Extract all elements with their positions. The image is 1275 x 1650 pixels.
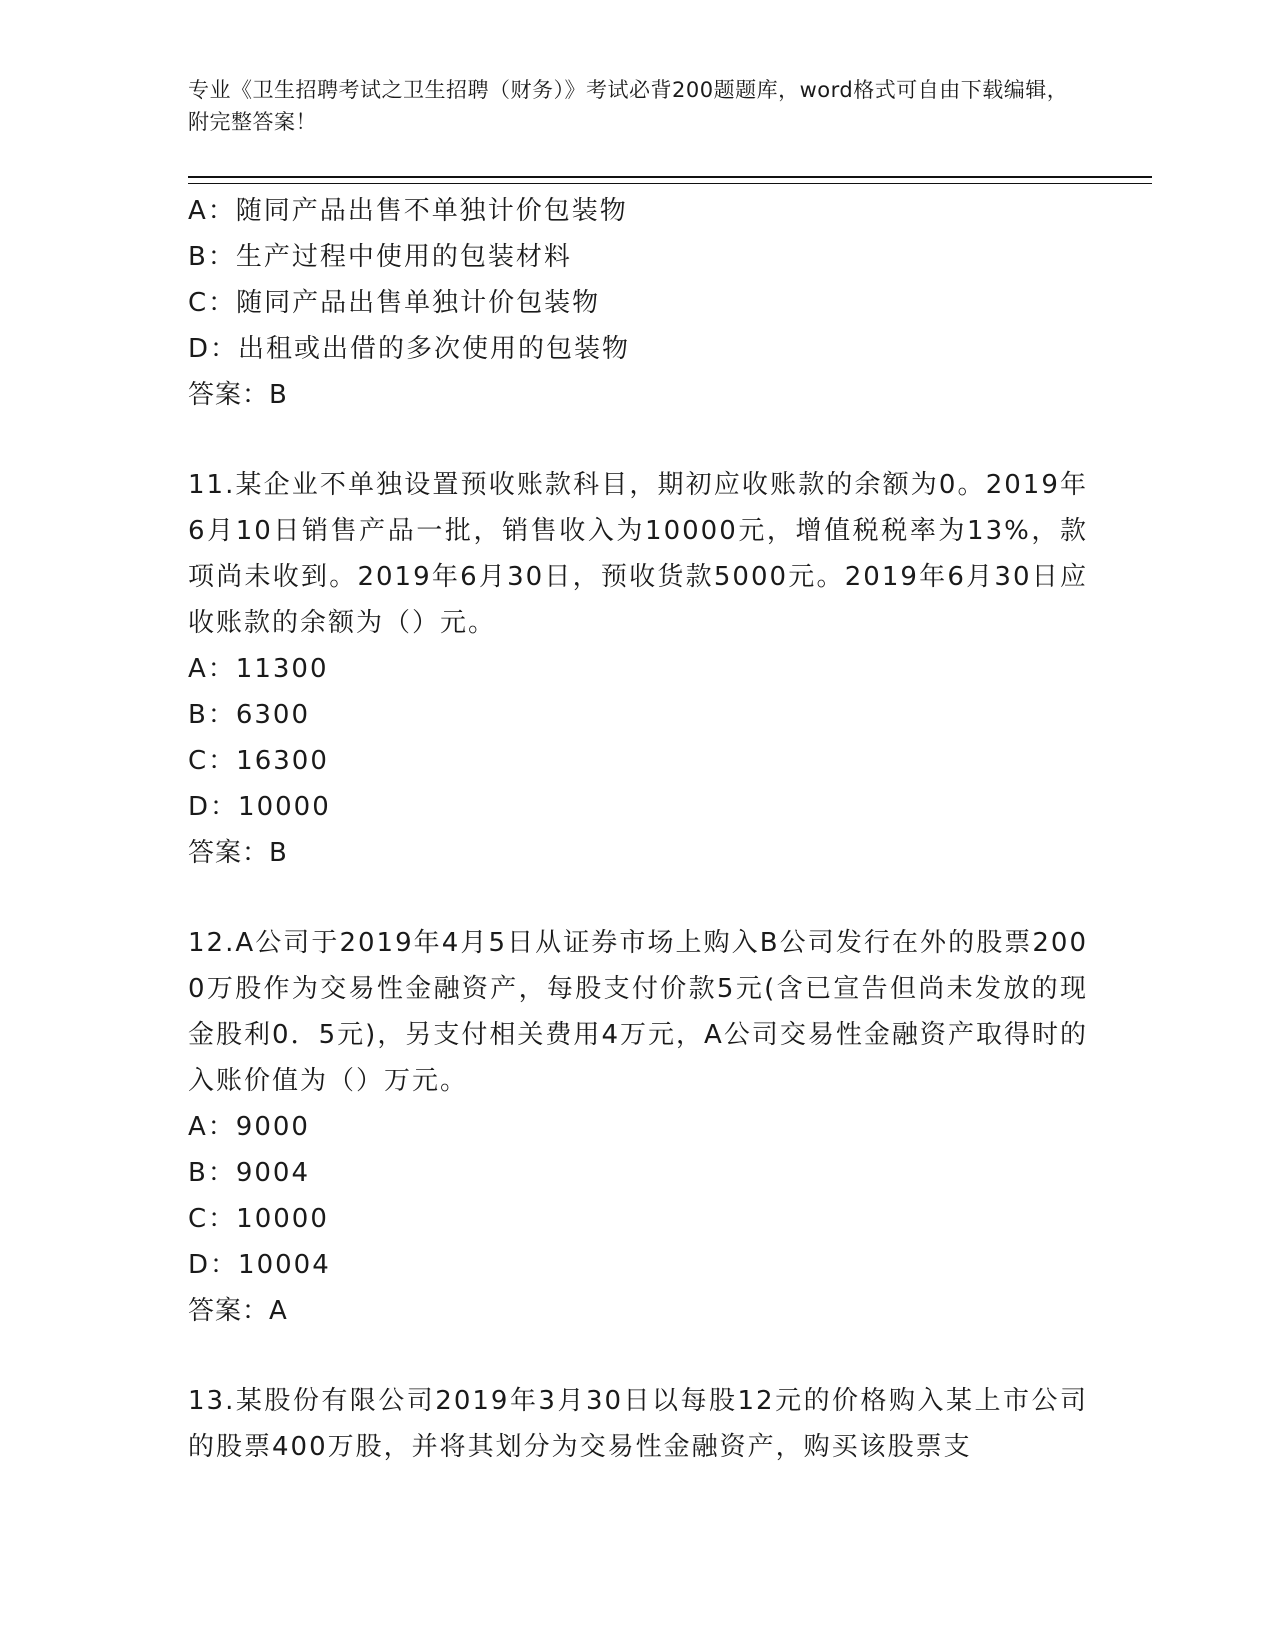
option-c: C：16300 — [188, 746, 329, 776]
question-stem: 13.某股份有限公司2019年3月30日以每股12元的价格购入某上市公司的股票400万股，并将其划分为交易性金融资产，购买该股票支 — [188, 1386, 1088, 1462]
option-d: D：10004 — [188, 1250, 331, 1280]
option-d: D：10000 — [188, 792, 331, 822]
option-c: C：随同产品出售单独计价包装物 — [188, 288, 601, 318]
question-12 — [188, 920, 1088, 1334]
header-divider-thin — [188, 183, 1152, 184]
answer-line: 答案：A — [188, 1296, 288, 1326]
question-stem: 12.A公司于2019年4月5日从证券市场上购入B公司发行在外的股票2000万股作为交易性金融资产，每股支付价款5元(含已宣告但尚未发放的现金股利0．5元)，另支付相关费用4万元，A公司交易性金融资产取得时的入账价值为（）万元。 — [188, 928, 1088, 1096]
question-list — [188, 188, 1088, 1470]
question-stem: 11.某企业不单独设置预收账款科目，期初应收账款的余额为0。2019年6月10日销售产品一批，销售收入为10000元，增值税税率为13%，款项尚未收到。2019年6月30日，预收货款5000元。2019年6月30日应收账款的余额为（）元。 — [188, 470, 1088, 638]
option-a: A：11300 — [188, 654, 329, 684]
question-10-options — [188, 188, 1088, 418]
header-divider-thick — [188, 176, 1152, 178]
option-a: A：9000 — [188, 1112, 310, 1142]
document-title: 专业《卫生招聘考试之卫生招聘（财务）》考试必背200题题库，word格式可自由下载编辑，附完整答案！ — [188, 78, 1069, 134]
option-b: B：9004 — [188, 1158, 311, 1188]
answer-line: 答案：B — [188, 380, 288, 410]
document-header — [188, 74, 1088, 138]
question-13 — [188, 1378, 1088, 1470]
option-a: A：随同产品出售不单独计价包装物 — [188, 196, 628, 226]
option-b: B：生产过程中使用的包装材料 — [188, 242, 572, 272]
option-d: D：出租或出借的多次使用的包装物 — [188, 334, 631, 364]
answer-line: 答案：B — [188, 838, 288, 868]
question-11 — [188, 462, 1088, 876]
option-c: C：10000 — [188, 1204, 329, 1234]
option-b: B：6300 — [188, 700, 311, 730]
